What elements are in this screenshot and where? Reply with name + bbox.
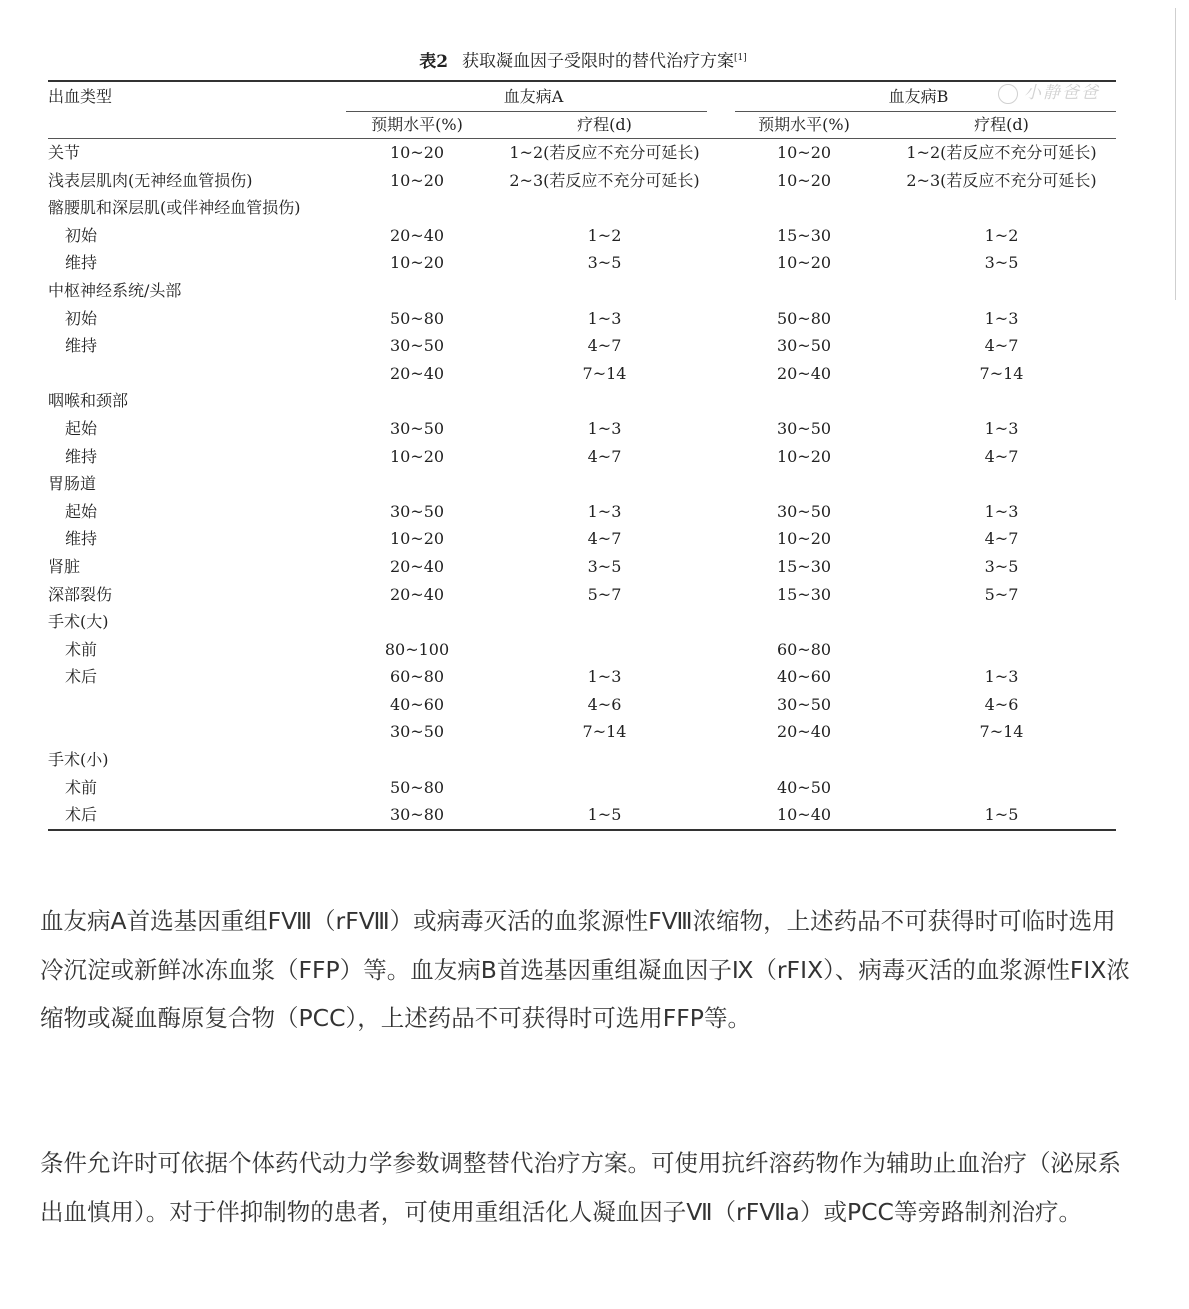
cell-b-course: 7~14 xyxy=(979,363,1024,383)
row-label: 起始 xyxy=(65,501,98,521)
cell-a-course xyxy=(488,636,721,664)
table-row xyxy=(48,443,1116,471)
cell-b-level: 15~30 xyxy=(776,556,832,576)
row-label: 术后 xyxy=(65,805,98,825)
cell-a-level: 30~50 xyxy=(389,501,445,521)
cell-b-course: 1~5 xyxy=(984,805,1019,825)
table-row xyxy=(48,553,1116,581)
cell-a-course: 3~5 xyxy=(587,253,622,273)
cell-a-course xyxy=(488,774,721,802)
cell-a-course xyxy=(488,608,721,636)
table-row xyxy=(48,332,1116,360)
cell-a-level: 30~50 xyxy=(389,336,445,356)
col-header-a-level: 预期水平(%) xyxy=(371,115,463,134)
table-row xyxy=(48,581,1116,609)
cell-b-level: 10~20 xyxy=(776,170,832,190)
cell-b-course xyxy=(887,608,1116,636)
cell-a-level: 30~50 xyxy=(389,722,445,742)
cell-b-level: 10~20 xyxy=(776,143,832,162)
cell-b-level: 40~50 xyxy=(776,777,832,797)
cell-b-level: 10~20 xyxy=(776,446,832,466)
col-header-b-level: 预期水平(%) xyxy=(758,115,850,134)
table-row xyxy=(48,774,1116,802)
cell-b-course: 3~5 xyxy=(984,253,1019,273)
table-title: 获取凝血因子受限时的替代治疗方案 xyxy=(462,51,735,72)
cell-b-level xyxy=(721,194,887,222)
cell-b-course: 1~3 xyxy=(984,308,1019,328)
cell-a-level: 40~60 xyxy=(389,694,445,714)
table-row xyxy=(48,360,1116,388)
cell-a-course: 2~3(若反应不充分可延长) xyxy=(509,170,700,190)
cell-b-level: 50~80 xyxy=(776,308,832,328)
cell-a-course: 1~3 xyxy=(587,418,622,438)
cell-a-level: 30~50 xyxy=(389,418,445,438)
row-label: 初始 xyxy=(65,225,98,245)
cell-b-level: 20~40 xyxy=(776,722,832,742)
cell-b-course xyxy=(887,636,1116,664)
scrollbar-edge[interactable] xyxy=(1175,8,1189,300)
cell-a-course: 1~2 xyxy=(587,225,622,245)
cell-a-level xyxy=(346,387,488,415)
cell-b-course xyxy=(887,746,1116,774)
table-row xyxy=(48,249,1116,277)
row-label: 咽喉和颈部 xyxy=(48,391,129,411)
cell-b-level xyxy=(721,470,887,498)
cell-b-course xyxy=(887,277,1116,305)
table-row xyxy=(48,608,1116,636)
table-row xyxy=(48,305,1116,333)
row-label: 术前 xyxy=(65,639,98,659)
group-header-b xyxy=(721,81,1116,112)
row-label xyxy=(48,691,346,719)
cell-b-course: 1~2 xyxy=(984,225,1019,245)
cell-a-course: 3~5 xyxy=(587,556,622,576)
cell-a-course: 7~14 xyxy=(582,363,627,383)
cell-b-course: 1~3 xyxy=(984,667,1019,687)
cell-b-level xyxy=(721,277,887,305)
cell-b-level: 10~40 xyxy=(776,805,832,825)
cell-a-course: 7~14 xyxy=(582,722,627,742)
table-reference: [1] xyxy=(734,53,747,63)
cell-a-level: 20~40 xyxy=(389,556,445,576)
table-row xyxy=(48,801,1116,830)
cell-a-level xyxy=(346,746,488,774)
table-figure xyxy=(48,40,1118,831)
cell-a-course: 1~2(若反应不充分可延长) xyxy=(509,143,700,162)
cell-a-level: 20~40 xyxy=(389,225,445,245)
cell-a-course: 1~5 xyxy=(587,805,622,825)
cell-a-level: 20~40 xyxy=(389,363,445,383)
cell-a-course xyxy=(488,746,721,774)
table-row xyxy=(48,139,1116,167)
cell-b-course: 4~7 xyxy=(984,446,1019,466)
cell-b-level xyxy=(721,608,887,636)
cell-a-course: 5~7 xyxy=(587,584,622,604)
row-label xyxy=(48,360,346,388)
table-row xyxy=(48,636,1116,664)
cell-a-level: 60~80 xyxy=(389,667,445,687)
cell-b-level: 30~50 xyxy=(776,501,832,521)
row-label: 维持 xyxy=(65,253,98,273)
cell-a-level: 80~100 xyxy=(384,639,450,659)
col-header-a-course: 疗程(d) xyxy=(577,115,632,134)
table-row xyxy=(48,525,1116,553)
table-body xyxy=(48,139,1116,830)
table-row xyxy=(48,470,1116,498)
paragraph-1: 血友病A首选基因重组FⅧ（rFⅧ）或病毒灭活的血浆源性FⅧ浓缩物，上述药品不可获得时可临时选用冷沉淀或新鲜冰冻血浆（FFP）等。血友病B首选基因重组凝血因子Ⅸ（rFIX）、病毒灭活的血浆源性FIX浓缩物或凝血酶原复合物（PCC），上述药品不可获得时可选用FFP等。 xyxy=(40,907,1130,1032)
cell-b-level: 10~20 xyxy=(776,529,832,549)
table-row xyxy=(48,498,1116,526)
cell-a-level: 20~40 xyxy=(389,584,445,604)
cell-b-course xyxy=(887,470,1116,498)
cell-b-course: 4~7 xyxy=(984,529,1019,549)
table-row xyxy=(48,691,1116,719)
group-a-label: 血友病A xyxy=(503,87,564,106)
cell-b-level: 20~40 xyxy=(776,363,832,383)
cell-a-level xyxy=(346,277,488,305)
cell-b-course: 1~3 xyxy=(984,501,1019,521)
row-label: 手术(大) xyxy=(48,612,109,632)
cell-b-level: 15~30 xyxy=(776,584,832,604)
replacement-therapy-table xyxy=(48,80,1116,831)
cell-b-level: 30~50 xyxy=(776,418,832,438)
cell-a-level xyxy=(346,194,488,222)
row-header: 出血类型 xyxy=(48,87,113,106)
table-row xyxy=(48,194,1116,222)
cell-b-level: 15~30 xyxy=(776,225,832,245)
cell-b-course xyxy=(887,774,1116,802)
cell-a-course: 1~3 xyxy=(587,501,622,521)
cell-a-course: 4~6 xyxy=(587,694,622,714)
cell-b-course xyxy=(887,387,1116,415)
row-label: 深部裂伤 xyxy=(48,584,113,604)
cell-a-level: 50~80 xyxy=(389,777,445,797)
cell-a-level: 10~20 xyxy=(389,143,445,162)
cell-b-course: 1~3 xyxy=(984,418,1019,438)
cell-a-course xyxy=(488,387,721,415)
row-label: 髂腰肌和深层肌(或伴神经血管损伤) xyxy=(48,198,301,218)
cell-a-course: 4~7 xyxy=(587,529,622,549)
group-b-label: 血友病B xyxy=(888,87,949,106)
cell-a-level: 10~20 xyxy=(389,170,445,190)
row-label: 肾脏 xyxy=(48,556,81,576)
cell-b-course: 4~6 xyxy=(984,694,1019,714)
table-number: 表2 xyxy=(419,51,449,72)
table-row xyxy=(48,746,1116,774)
row-label: 维持 xyxy=(65,336,98,356)
group-header-a xyxy=(346,81,721,112)
cell-a-course xyxy=(488,194,721,222)
row-label: 维持 xyxy=(65,529,98,549)
table-row xyxy=(48,387,1116,415)
table-row xyxy=(48,222,1116,250)
row-label: 关节 xyxy=(48,143,81,162)
row-label: 手术(小) xyxy=(48,750,109,770)
cell-b-level: 30~50 xyxy=(776,336,832,356)
cell-b-level: 40~60 xyxy=(776,667,832,687)
cell-a-level xyxy=(346,608,488,636)
paragraph-2: 条件允许时可依据个体药代动力学参数调整替代治疗方案。可使用抗纤溶药物作为辅助止血治疗（泌尿系出血慎用）。对于伴抑制物的患者，可使用重组活化人凝血因子Ⅶ（rFⅦa）或PCC等旁路制剂治疗。 xyxy=(40,1149,1121,1226)
row-label: 中枢神经系统/头部 xyxy=(48,280,182,300)
cell-b-level xyxy=(721,387,887,415)
cell-a-course: 1~3 xyxy=(587,667,622,687)
row-label: 起始 xyxy=(65,418,98,438)
cell-a-level xyxy=(346,470,488,498)
row-label: 术后 xyxy=(65,667,98,687)
table-row xyxy=(48,663,1116,691)
row-label: 术前 xyxy=(65,777,98,797)
table-caption xyxy=(48,40,1118,80)
cell-b-course: 1~2(若反应不充分可延长) xyxy=(906,143,1097,162)
cell-b-course: 3~5 xyxy=(984,556,1019,576)
cell-b-course: 5~7 xyxy=(984,584,1019,604)
cell-a-course xyxy=(488,470,721,498)
cell-a-level: 10~20 xyxy=(389,446,445,466)
watermark-text: 小静爸爸 xyxy=(1024,83,1100,103)
row-label: 浅表层肌肉(无神经血管损伤) xyxy=(48,170,253,190)
cell-b-level: 30~50 xyxy=(776,694,832,714)
table-row xyxy=(48,167,1116,195)
cell-a-level: 30~80 xyxy=(389,805,445,825)
cell-b-course: 4~7 xyxy=(984,336,1019,356)
cell-a-course: 4~7 xyxy=(587,446,622,466)
cell-b-level xyxy=(721,746,887,774)
cell-b-level: 60~80 xyxy=(776,639,832,659)
cell-b-course xyxy=(887,194,1116,222)
cell-b-level: 10~20 xyxy=(776,253,832,273)
row-label: 初始 xyxy=(65,308,98,328)
row-label: 胃肠道 xyxy=(48,474,97,494)
cell-a-level: 50~80 xyxy=(389,308,445,328)
cell-b-course: 7~14 xyxy=(979,722,1024,742)
row-label: 维持 xyxy=(65,446,98,466)
cell-a-level: 10~20 xyxy=(389,253,445,273)
row-label xyxy=(48,718,346,746)
cell-a-course: 1~3 xyxy=(587,308,622,328)
cell-a-level: 10~20 xyxy=(389,529,445,549)
cell-b-course: 2~3(若反应不充分可延长) xyxy=(906,170,1097,190)
table-row xyxy=(48,718,1116,746)
table-row xyxy=(48,277,1116,305)
cell-a-course xyxy=(488,277,721,305)
table-row xyxy=(48,415,1116,443)
col-header-b-course: 疗程(d) xyxy=(974,115,1029,134)
cell-a-course: 4~7 xyxy=(587,336,622,356)
